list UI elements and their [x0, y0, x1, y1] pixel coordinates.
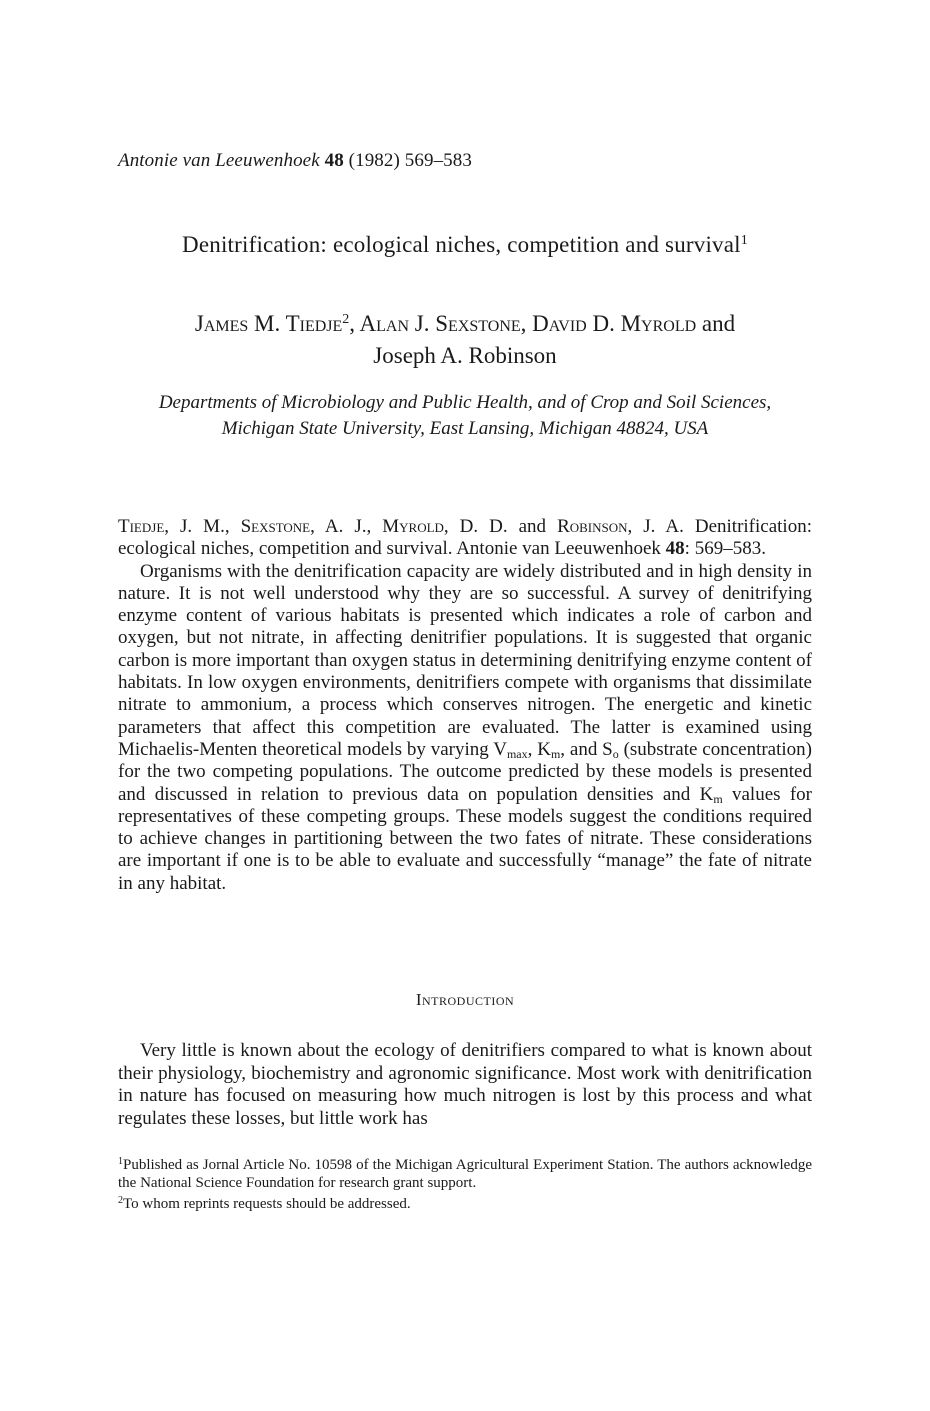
paper-title [0, 232, 930, 258]
abstract-body: Organisms with the denitrification capacity are widely distributed and in high density in nature. It is not well understood why they are so successful. A survey of denitrifying enzyme content of various habitats is presented which indicates a role of carbon and oxygen, but not nitrate, in affecting denitrifier populations. It is suggested that organic carbon is more important than oxygen status in determining denitrifying enzyme content of habitats. In low oxygen environments, denitrifiers compete with organisms that dissimilate nitrate to ammonium, a process which conserves nitrogen. The energetic and kinetic parameters that affect this competition are evaluated. The latter is examined using Michaelis-Menten theoretical models by varying $V_{max}$, $K_m$, and $S_o$ (substrate concentration) for the two competing populations. The outcome predicted by these models is presented and discussed in relation to previous data on population densities and $K_m$ values for representatives of these competing groups. These models suggest the conditions required to achieve changes in partitioning between the two fates of nitrate. These considerations are important if one is to be able to evaluate and successfully “manage” the fate of nitrate in any habitat. [118, 560, 812, 894]
footnote-1: $^1$Published as Jornal Article No. 10598 of the Michigan Agricultural Experiment Station. The authors acknowledge the National Science Foundation for research grant support. [118, 1156, 812, 1191]
footnotes [118, 1153, 812, 1213]
author-affiliation [0, 390, 930, 442]
section-heading-introduction: Introduction [415, 990, 515, 1009]
journal-year-pages: (1982) 569–583 [348, 150, 472, 171]
title-footnote-mark: 1 [740, 233, 748, 248]
author-conjunction: and [701, 311, 736, 336]
author-4: Joseph A. Robinson [373, 343, 557, 368]
footnote-2: $^2$To whom reprints requests should be addressed. [118, 1195, 411, 1212]
author-1: James M. Tiedje$^2$ [194, 311, 350, 336]
journal-name: Antonie van Leeuwenhoek [118, 150, 320, 171]
author-footnote-mark: 2 [342, 312, 350, 327]
journal-citation [118, 150, 472, 172]
affiliation-line-2: Michigan State University, East Lansing, Michigan 48824, USA [221, 418, 709, 439]
abstract-reference: Tiedje, J. M., Sexstone, A. J., Myrold, D. D. and Robinson, J. A. Denitrification: ecological niches, competition and survival. Antonie van Leeuwenhoek 48: 569–583. [118, 516, 812, 560]
affiliation-line-1: Departments of Microbiology and Public Health, and of Crop and Soil Sciences, [158, 392, 772, 413]
author-2: Alan J. Sexstone [359, 311, 521, 336]
journal-volume: 48 [324, 150, 344, 171]
abstract [118, 516, 812, 895]
paper-title-text: Denitrification: ecological niches, competition and survival [182, 232, 741, 257]
introduction-paragraph: Very little is known about the ecology of denitrifiers compared to what is known about their physiology, biochemistry and agronomic significance. Most work with denitrification in nature has focused on measuring how much nitrogen is lost by this process and what regulates these losses, but little work has [118, 1040, 812, 1129]
author-3: David D. Myrold [532, 311, 697, 336]
author-list: James M. Tiedje$^2$, Alan J. Sexstone, David D. Myrold and Joseph A. Robinson [194, 311, 736, 368]
